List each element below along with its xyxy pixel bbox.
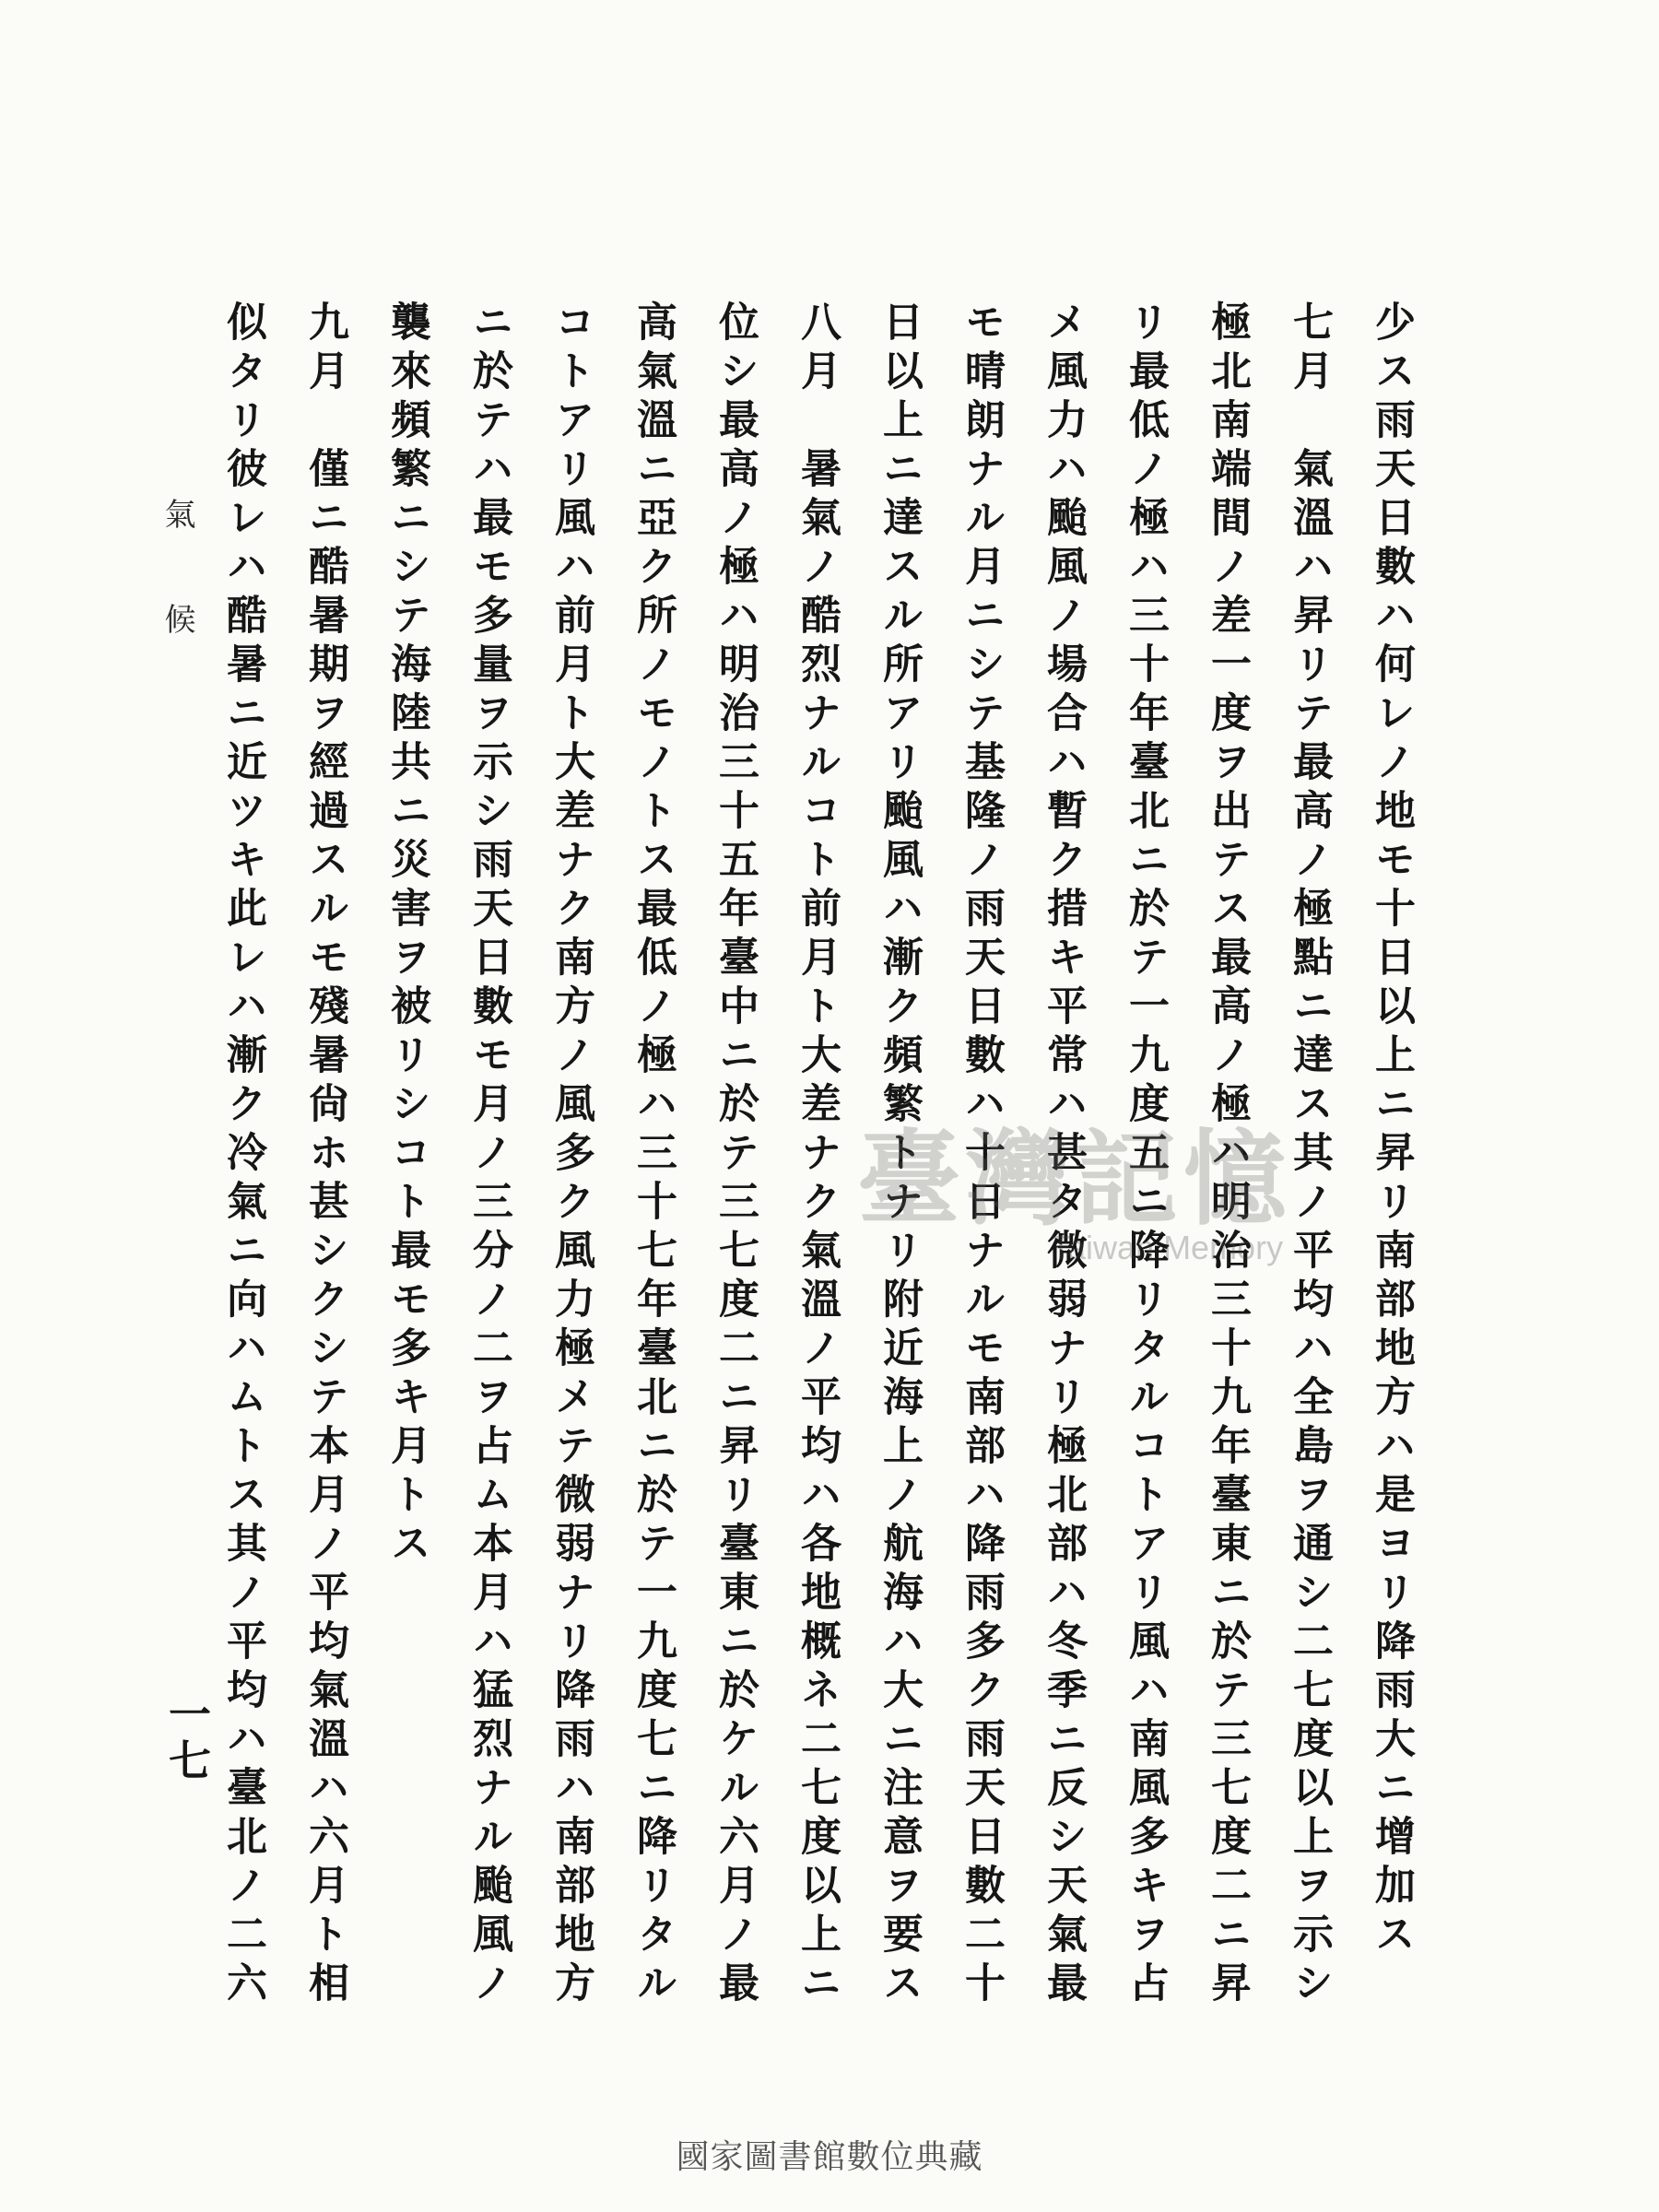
text-line: リ最低ノ極ハ三十年臺北ニ於テ一九度五ニ降リタルコトアリ風ハ南風多キヲ占 [1122,300,1169,2010]
text-line: 極北南端間ノ差一度ヲ出テス最高ノ極ハ明治三十九年臺東ニ於テ三七度二ニ昇 [1204,300,1251,2010]
page-number: 一七 [162,1692,212,1784]
text-line: コトアリ風ハ前月ト大差ナク南方ノ風多ク風力極メテ微弱ナリ降雨ハ南部地方 [547,300,594,2010]
text-line: 八月 暑氣ノ酷烈ナルコト前月ト大差ナク氣溫ノ平均ハ各地概ネ二七度以上ニ [794,300,841,2010]
text-line: 九月 僅ニ酷暑期ヲ經過スルモ殘暑尙ホ甚シクシテ本月ノ平均氣溫ハ六月ト相 [301,300,348,2010]
text-line: 襲來頻繁ニシテ海陸共ニ災害ヲ被リシコト最モ多キ月トス [383,300,430,1571]
text-line: 高氣溫ニ亞ク所ノモノトス最低ノ極ハ三十七年臺北ニ於テ一九度七ニ降リタル [629,300,677,2010]
watermark-logo-text: 臺灣記憶 [857,1119,1292,1240]
text-line: メ風力ハ颱風ノ場合ハ暫ク措キ平常ハ甚タ微弱ナリ極北部ハ冬季ニ反シ天氣最 [1040,300,1087,2010]
body-text [202,300,1432,2135]
text-line: 位シ最高ノ極ハ明治三十五年臺中ニ於テ三七度二ニ昇リ臺東ニ於ケル六月ノ最 [712,300,759,2010]
text-line: ニ於テハ最モ多量ヲ示シ雨天日數モ月ノ三分ノ二ヲ占ム本月ハ猛烈ナル颱風ノ [465,300,512,2010]
text-line: 日以上ニ達スル所アリ颱風ハ漸ク頻繁トナリ附近海上ノ航海ハ大ニ注意ヲ要ス [876,300,923,2010]
running-head: 氣候 [159,498,195,708]
watermark-subtitle: Taiwan Memory [1051,1229,1284,1266]
text-line: モ晴朗ナル月ニシテ基隆ノ雨天日數ハ十日ナルモ南部ハ降雨多ク雨天日數二十 [958,300,1005,2010]
text-line: 少ス雨天日數ハ何レノ地モ十日以上ニ昇リ南部地方ハ是ヨリ降雨大ニ增加ス [1368,300,1415,1961]
text-line: 似タリ彼レハ酷暑ニ近ツキ此レハ漸ク冷氣ニ向ハムトス其ノ平均ハ臺北ノ二六 [219,300,266,2010]
footer-credit: 國家圖書館數位典藏 [676,2138,983,2176]
text-line: 七月 氣溫ハ昇リテ最高ノ極點ニ達ス其ノ平均ハ全島ヲ通シ二七度以上ヲ示シ [1286,300,1333,2010]
